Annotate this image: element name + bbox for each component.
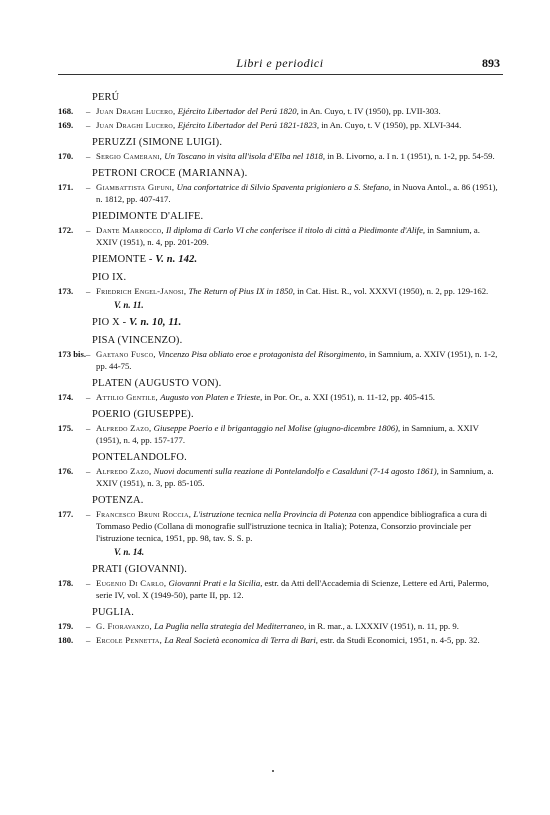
entry-text	[96, 119, 502, 131]
running-header	[60, 56, 500, 74]
bibliography-entry	[0, 465, 550, 489]
entry-text	[96, 634, 502, 646]
entry-title: L'istruzione tecnica nella Provincia di Potenza	[193, 509, 357, 519]
entry-number: 180.	[58, 635, 74, 645]
entry-citation: in Samnium, a. XXIV (1951), n. 4, pp. 201-209.	[96, 225, 480, 247]
heading-text: PUGLIA.	[92, 607, 135, 618]
cross-reference: V. n. 11.	[114, 300, 144, 310]
entry-author: Giambattista Gifuni,	[96, 182, 175, 192]
entry-title: Giovanni Prati e la Sicilia,	[168, 578, 263, 588]
entry-citation: in Samnium, a. XXIV (1951), n. 1-2, pp. 44-75.	[96, 349, 498, 371]
bibliography-entry	[0, 508, 550, 544]
entry-citation: in Nuova Antol., a. 86 (1951), n. 1812, pp. 407-417.	[96, 182, 498, 204]
entry-number: 175.	[58, 423, 74, 433]
page-number: 893	[482, 56, 500, 70]
entry-author: G. Fioravanzo,	[96, 621, 152, 631]
section-heading	[92, 136, 550, 149]
entry-text	[96, 150, 502, 162]
entry-text	[96, 620, 502, 632]
entry-dash: –	[86, 392, 91, 402]
entry-title: The Return of Pius IX in 1850,	[188, 286, 295, 296]
entry-number: 176.	[58, 466, 74, 476]
entry-dash: –	[86, 349, 91, 359]
entry-text	[96, 105, 502, 117]
entry-title: Nuovi documenti sulla reazione di Pontelandolfo e Casalduni (7-14 agosto 1861),	[153, 466, 439, 476]
entry-citation: in R. mar., a. LXXXIV (1951), n. 11, pp. 9.	[308, 621, 459, 631]
entry-number: 169.	[58, 120, 74, 130]
bibliography-entry	[0, 119, 550, 131]
entry-dash: –	[86, 509, 91, 519]
entry-text	[96, 224, 502, 248]
heading-text: PIO X -	[92, 317, 127, 328]
entry-citation: in B. Livorno, a. I n. 1 (1951), n. 1-2, pp. 54-59.	[327, 151, 495, 161]
section-heading	[92, 253, 550, 266]
heading-text: PIO IX.	[92, 272, 127, 283]
page-mark	[272, 770, 274, 772]
bibliography-entry	[0, 285, 550, 297]
entry-citation: estr. da Studi Economici, 1951, n. 4-5, pp. 32.	[320, 635, 480, 645]
heading-text: POTENZA.	[92, 495, 144, 506]
entry-citation: in An. Cuyo, t. IV (1950), pp. LVII-303.	[300, 106, 441, 116]
entry-dash: –	[86, 182, 91, 192]
section-heading	[92, 451, 550, 464]
entry-number: 173 bis.	[58, 349, 87, 359]
heading-text: PLATEN (AUGUSTO VON).	[92, 378, 222, 389]
entry-citation: in Samnium, a. XXIV (1951), n. 3, pp. 85-105.	[96, 466, 494, 488]
entry-citation: in Por. Or., a. XXI (1951), n. 11-12, pp. 405-415.	[264, 392, 435, 402]
entry-author: Alfredo Zazo,	[96, 466, 152, 476]
entry-dash: –	[86, 621, 91, 631]
entry-title: Una confortatrice di Silvio Spaventa prigioniero a S. Stefano,	[176, 182, 392, 192]
entry-number: 171.	[58, 182, 74, 192]
heading-text: PERUZZI (SIMONE LUIGI).	[92, 137, 223, 148]
bibliography-list	[0, 86, 550, 648]
entry-title: Un Toscano in visita all'isola d'Elba nel 1818,	[164, 151, 326, 161]
bibliography-entry	[0, 620, 550, 632]
entry-text	[96, 181, 502, 205]
entry-number: 179.	[58, 621, 74, 631]
entry-author: Eugenio Di Carlo,	[96, 578, 167, 588]
entry-citation: in Cat. Hist. R., vol. XXXVI (1950), n. 2, pp. 129-162.	[297, 286, 489, 296]
entry-title: Ejército Libertador del Perú 1820,	[177, 106, 299, 116]
section-heading	[92, 377, 550, 390]
entry-citation: in An. Cuyo, t. V (1950), pp. XLVI-344.	[321, 120, 462, 130]
entry-author: Gaetano Fusco,	[96, 349, 156, 359]
section-heading	[92, 563, 550, 576]
entry-dash: –	[86, 120, 91, 130]
heading-text: PETRONI CROCE (MARIANNA).	[92, 168, 248, 179]
entry-text	[96, 391, 502, 403]
section-heading	[92, 334, 550, 347]
header-title: Libri e periodici	[236, 56, 324, 70]
heading-text: POERIO (GIUSEPPE).	[92, 409, 194, 420]
entry-number: 173.	[58, 286, 74, 296]
entry-author: Alfredo Zazo,	[96, 423, 152, 433]
entry-number: 174.	[58, 392, 74, 402]
heading-text: PIEMONTE -	[92, 254, 153, 265]
section-heading	[92, 271, 550, 284]
entry-text	[96, 577, 502, 601]
heading-text: PONTELANDOLFO.	[92, 452, 187, 463]
entry-author: Juan Draghi Lucero,	[96, 106, 176, 116]
entry-title: La Real Società economica di Terra di Bari,	[164, 635, 318, 645]
entry-citation: in Samnium, a. XXIV (1951), n. 4, pp. 157-177.	[96, 423, 479, 445]
entry-author: Sergio Camerani,	[96, 151, 163, 161]
section-heading	[92, 606, 550, 619]
entry-dash: –	[86, 225, 91, 235]
entry-dash: –	[86, 286, 91, 296]
bibliography-entry	[0, 348, 550, 372]
entry-dash: –	[86, 578, 91, 588]
bibliography-entry	[0, 224, 550, 248]
bibliography-entry	[0, 391, 550, 403]
heading-text: PIEDIMONTE D'ALIFE.	[92, 211, 204, 222]
heading-cross-reference: V. n. 10, 11.	[129, 317, 182, 328]
entry-dash: –	[86, 106, 91, 116]
entry-text	[96, 348, 502, 372]
entry-number: 177.	[58, 509, 74, 519]
bibliography-entry	[0, 634, 550, 646]
entry-number: 178.	[58, 578, 74, 588]
entry-title: Vincenzo Pisa obliato eroe e protagonista del Risorgimento,	[158, 349, 367, 359]
entry-author: Francesco Bruni Roccia,	[96, 509, 192, 519]
bibliography-entry	[0, 150, 550, 162]
section-heading	[92, 494, 550, 507]
entry-dash: –	[86, 635, 91, 645]
bibliography-entry	[0, 105, 550, 117]
entry-title: Giuseppe Poerio e il brigantaggio nel Molise (giugno-dicembre 1806),	[153, 423, 401, 433]
bibliography-entry	[0, 577, 550, 601]
entry-number: 168.	[58, 106, 74, 116]
bibliography-entry	[0, 181, 550, 205]
entry-author: Juan Draghi Lucero,	[96, 120, 176, 130]
entry-dash: –	[86, 466, 91, 476]
section-heading	[92, 316, 550, 329]
section-heading	[92, 210, 550, 223]
entry-author: Attilio Gentile,	[96, 392, 159, 402]
entry-text	[96, 508, 502, 544]
entry-title: La Puglia nella strategia del Mediterraneo,	[154, 621, 307, 631]
entry-author: Dante Marrocco,	[96, 225, 164, 235]
section-heading	[92, 91, 550, 104]
entry-number: 170.	[58, 151, 74, 161]
entry-title: Augusto von Platen e Trieste,	[160, 392, 263, 402]
entry-dash: –	[86, 151, 91, 161]
heading-text: PISA (VINCENZO).	[92, 335, 183, 346]
heading-text: PERÚ	[92, 92, 120, 103]
entry-citation: estr. da Atti dell'Accademia di Scienze, Lettere ed Arti, Palermo, serie IV, vol. X (1949-50), parte II, pp. 12.	[96, 578, 489, 600]
section-heading	[92, 408, 550, 421]
entry-author: Friedrich Engel-Janosi,	[96, 286, 187, 296]
cross-reference: V. n. 14.	[114, 547, 145, 557]
entry-text	[96, 422, 502, 446]
entry-text	[96, 285, 502, 297]
entry-number: 172.	[58, 225, 74, 235]
heading-text: PRATI (GIOVANNI).	[92, 564, 187, 575]
heading-cross-reference: V. n. 142.	[155, 254, 198, 265]
entry-title: Ejército Libertador del Perú 1821-1823,	[177, 120, 320, 130]
bibliography-entry	[0, 422, 550, 446]
entry-text	[96, 465, 502, 489]
header-rule	[58, 74, 503, 75]
entry-dash: –	[86, 423, 91, 433]
entry-citation: con appendice bibliografica a cura di Tommaso Pedio (Collana di monografie sull'istruzione tecnica in Italia); Potenza, Consorzio provinciale per l'istruzione tecnica, 1951, pp. 98, tav. S. S. p.	[96, 509, 488, 543]
entry-title: Il diploma di Carlo VI che conferisce il titolo di città a Piedimonte d'Alife,	[166, 225, 426, 235]
section-heading	[92, 167, 550, 180]
entry-author: Ercole Pennetta,	[96, 635, 163, 645]
